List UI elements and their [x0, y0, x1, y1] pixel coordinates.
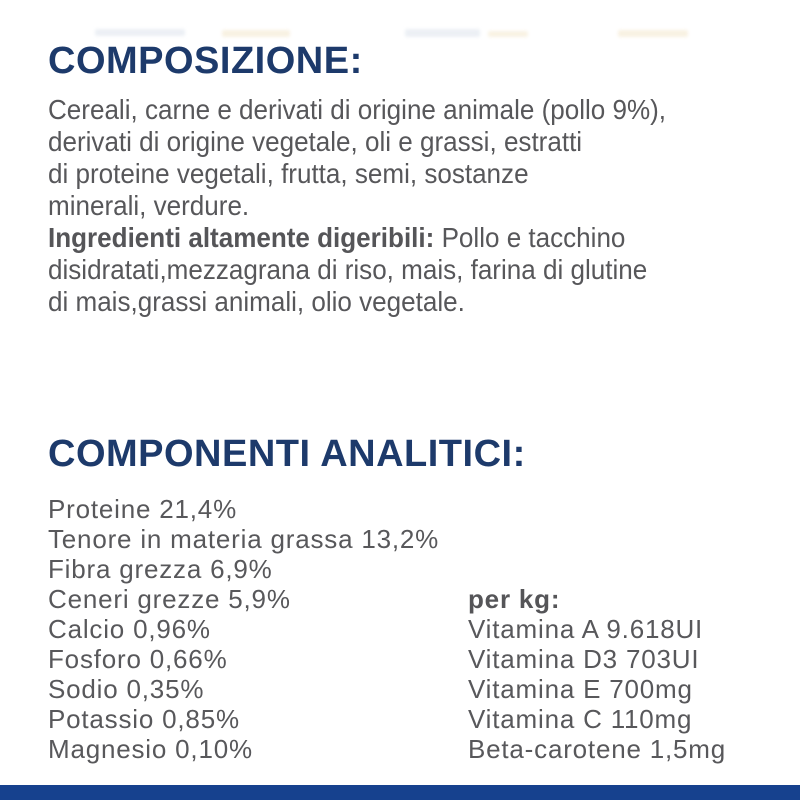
composition-line: minerali, verdure.	[48, 190, 250, 221]
composition-paragraph	[48, 94, 666, 318]
analytical-item: Calcio 0,96%	[48, 614, 211, 644]
analytical-item: Tenore in materia grassa 13,2%	[48, 524, 440, 554]
ingredients-label: Ingredienti altamente digeribili:	[48, 222, 435, 253]
ghost-mark	[95, 29, 185, 36]
per-kg-label: per kg:	[468, 584, 561, 614]
ingredients-line: disidratati,mezzagrana di riso, mais, farina di glutine	[48, 254, 648, 285]
vitamin-item: Vitamina C 110mg	[468, 704, 693, 734]
composition-line: di proteine vegetali, frutta, semi, sostanze	[48, 158, 529, 189]
composition-line: derivati di origine vegetale, oli e grassi, estratti	[48, 126, 583, 157]
analytical-item: Proteine 21,4%	[48, 494, 237, 524]
ghost-mark	[222, 30, 290, 37]
vitamin-item: Vitamina D3 703UI	[468, 644, 700, 674]
analytical-left-column	[48, 494, 439, 764]
vitamin-item: Vitamina E 700mg	[468, 674, 693, 704]
analytical-item: Potassio 0,85%	[48, 704, 240, 734]
analytical-right-column	[468, 584, 726, 764]
analytical-heading: COMPONENTI ANALITICI:	[48, 433, 526, 475]
bottom-brand-bar	[0, 785, 800, 800]
analytical-item: Fibra grezza 6,9%	[48, 554, 273, 584]
ingredients-line	[48, 222, 666, 254]
vitamin-item: Beta-carotene 1,5mg	[468, 734, 727, 764]
ghost-mark	[405, 29, 480, 37]
ingredients-line: di mais,grassi animali, olio vegetale.	[48, 286, 465, 317]
analytical-item: Magnesio 0,10%	[48, 734, 253, 764]
analytical-item: Fosforo 0,66%	[48, 644, 228, 674]
composition-line: Cereali, carne e derivati di origine animale (pollo 9%),	[48, 94, 667, 125]
ghost-mark	[488, 31, 528, 37]
ghost-mark	[618, 30, 688, 37]
analytical-item: Sodio 0,35%	[48, 674, 205, 704]
analytical-item: Ceneri grezze 5,9%	[48, 584, 291, 614]
composition-heading: COMPOSIZIONE:	[48, 40, 363, 82]
vitamin-item: Vitamina A 9.618UI	[468, 614, 704, 644]
ingredients-text: Pollo e tacchino	[434, 222, 626, 253]
